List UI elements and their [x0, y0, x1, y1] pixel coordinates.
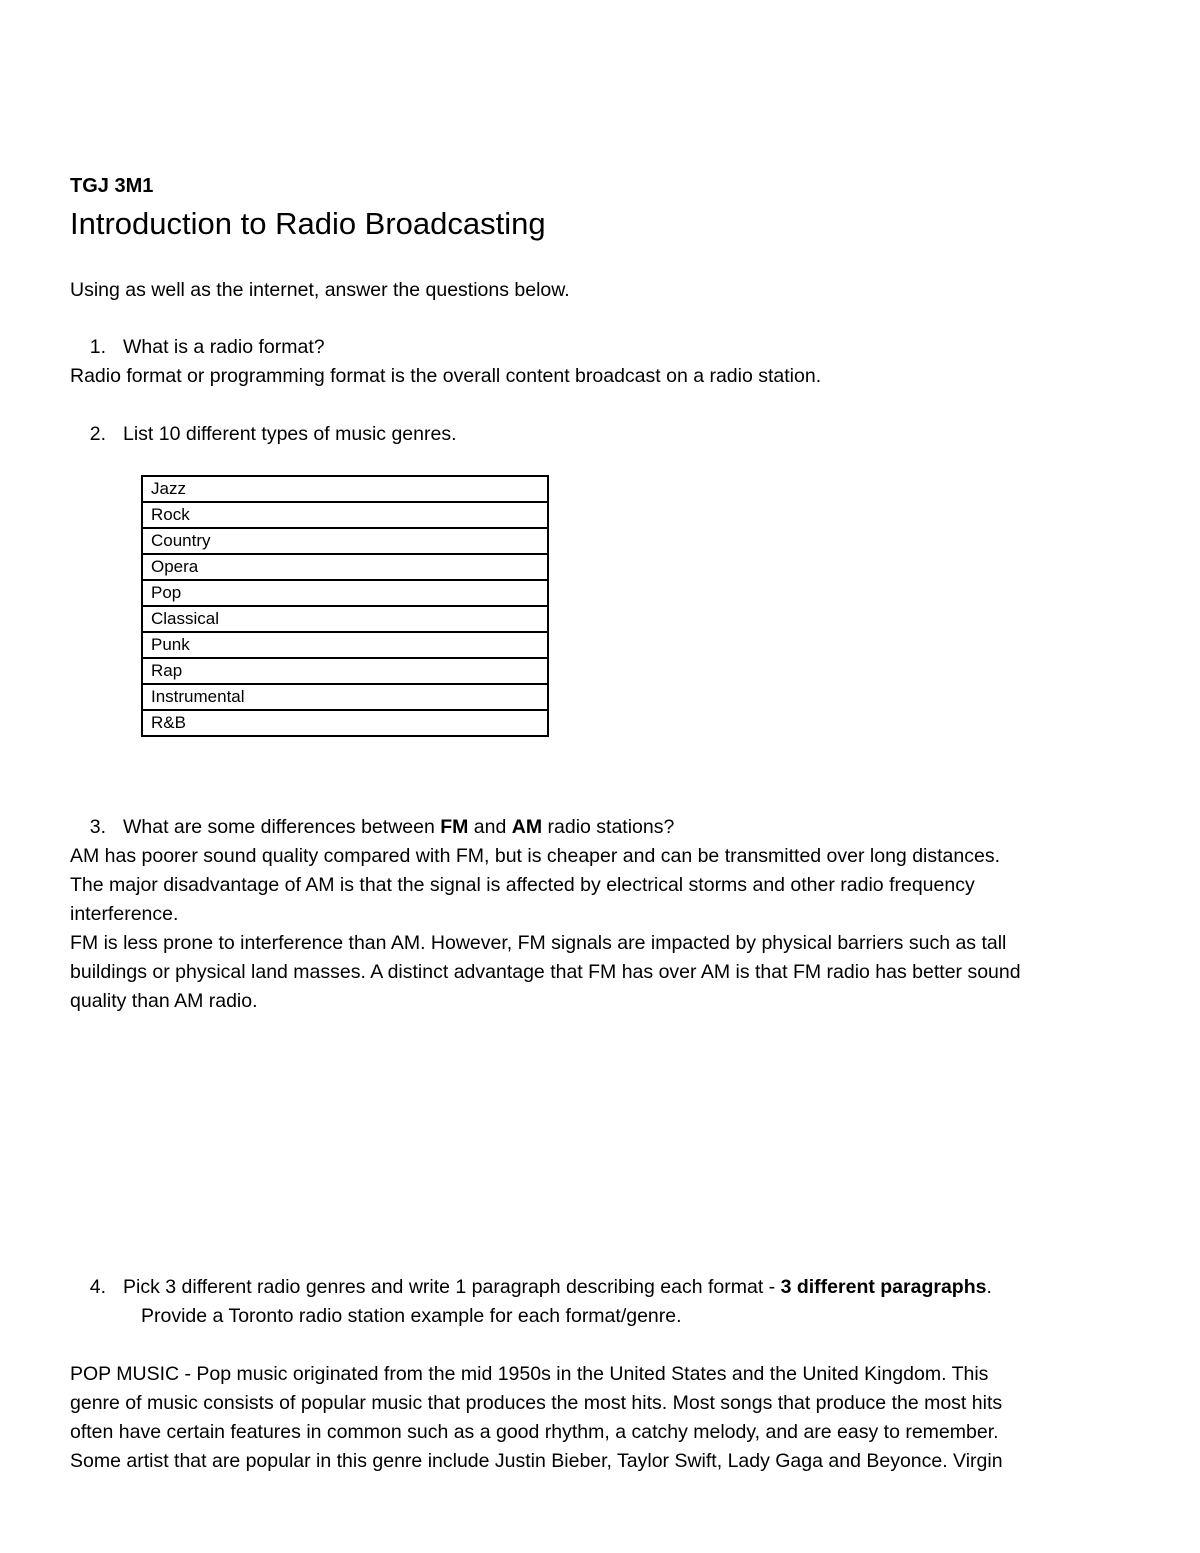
table-cell: Opera: [142, 554, 548, 580]
table-cell: Pop: [142, 580, 548, 606]
question-text-part: and: [468, 816, 512, 838]
table-row: [142, 658, 548, 684]
question-4-continuation: Provide a Toronto radio station example for each format/genre.: [141, 1305, 682, 1327]
question-1: [70, 333, 325, 362]
question-text-part: What are some differences between: [123, 816, 441, 838]
question-number: 3.: [89, 816, 106, 838]
answer-3: [70, 842, 1130, 1016]
table-row: [142, 606, 548, 632]
table-cell: Instrumental: [142, 684, 548, 710]
answer-line: buildings or physical land masses. A distinct advantage that FM has over AM is that FM radio has better sound: [70, 961, 1021, 983]
course-code: TGJ 3M1: [70, 175, 154, 197]
table-cell: Country: [142, 528, 548, 554]
question-3: [70, 813, 674, 842]
question-text-part: radio stations?: [542, 816, 675, 838]
answer-line: Some artist that are popular in this genre include Justin Bieber, Taylor Swift, Lady Gaga and Beyonce. Virgin: [70, 1450, 1003, 1472]
answer-line: quality than AM radio.: [70, 990, 258, 1012]
table-cell: R&B: [142, 710, 548, 736]
answer-4: [70, 1360, 1130, 1476]
question-number: 2.: [89, 423, 106, 445]
table-row: [142, 502, 548, 528]
table-cell: Jazz: [142, 476, 548, 502]
question-2: [70, 420, 456, 449]
answer-line: POP MUSIC - Pop music originated from the mid 1950s in the United States and the United Kingdom. This: [70, 1363, 989, 1385]
answer-line: often have certain features in common such as a good rhythm, a catchy melody, and are easy to remember.: [70, 1421, 999, 1443]
table-row: [142, 580, 548, 606]
question-text-part: .: [986, 1276, 992, 1298]
table-cell: Punk: [142, 632, 548, 658]
question-number: 4.: [89, 1276, 106, 1298]
answer-line: FM is less prone to interference than AM. However, FM signals are impacted by physical barriers such as tall: [70, 932, 1007, 954]
answer-line: AM has poorer sound quality compared with FM, but is cheaper and can be transmitted over long distances.: [70, 845, 1000, 867]
table-row: [142, 528, 548, 554]
answer-1: Radio format or programming format is the overall content broadcast on a radio station.: [70, 365, 822, 387]
question-number: 1.: [89, 336, 106, 358]
answer-line: interference.: [70, 903, 179, 925]
question-text-bold: 3 different paragraphs: [780, 1276, 987, 1298]
instructions: Using as well as the internet, answer the questions below.: [70, 279, 570, 301]
table-row: [142, 710, 548, 736]
question-4: [70, 1273, 992, 1302]
table-cell: Rap: [142, 658, 548, 684]
table-row: [142, 684, 548, 710]
question-text: List 10 different types of music genres.: [123, 423, 457, 445]
answer-line: genre of music consists of popular music that produces the most hits. Most songs that produce the most hits: [70, 1392, 1003, 1414]
question-text-bold: AM: [511, 816, 543, 838]
question-text-bold: FM: [440, 816, 469, 838]
page-title: Introduction to Radio Broadcasting: [70, 206, 546, 241]
genres-table: [141, 475, 549, 737]
table-cell: Classical: [142, 606, 548, 632]
table-row: [142, 632, 548, 658]
table-row: [142, 554, 548, 580]
answer-line: The major disadvantage of AM is that the signal is affected by electrical storms and other radio frequency: [70, 874, 975, 896]
table-row: [142, 476, 548, 502]
table-cell: Rock: [142, 502, 548, 528]
question-text-part: Pick 3 different radio genres and write 1 paragraph describing each format -: [123, 1276, 781, 1298]
question-text: What is a radio format?: [123, 336, 325, 358]
